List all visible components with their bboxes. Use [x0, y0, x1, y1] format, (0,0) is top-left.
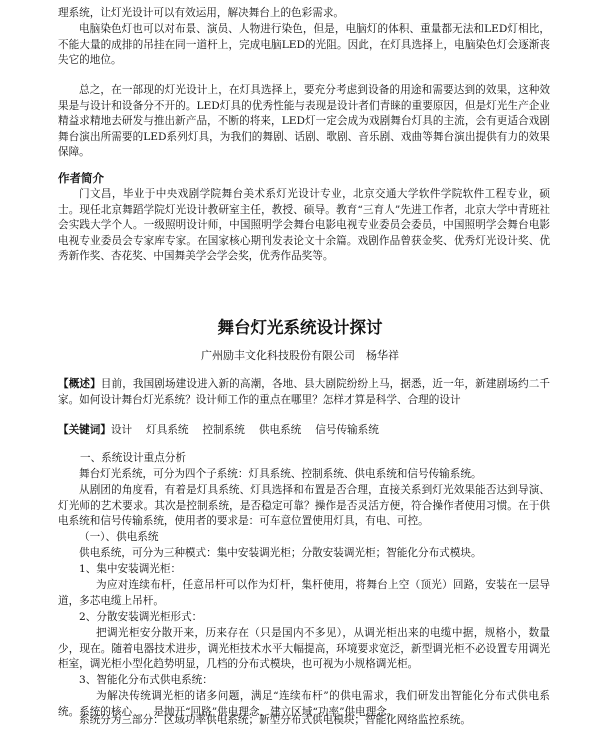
article-author: 广州励丰文化科技股份有限公司 杨华祥	[201, 349, 399, 362]
article-title: 舞台灯光系统设计探讨	[217, 318, 383, 337]
intro-paragraph-2: 电脑染色灯也可以对布景、演员、人物进行染色，但是，电脑灯的体积、重量都无法和LED灯相比，不能大量的成排的吊挂在同一道杆上，完成电脑LED的光阻。因此，在灯具选择上，电脑染色灯会逐渐丧失它的地位。	[58, 23, 550, 67]
bio-heading: 作者简介	[58, 171, 104, 185]
item-paragraph-1: 为应对连续布杆，任意吊杆可以作为灯杆，集杆使用，将舞台上空（顶光）回路，安装在一层导道，多芯电缆上吊杆。	[58, 579, 550, 607]
section-paragraph-1: 舞台灯光系统，可分为四个子系统：灯具系统、控制系统、供电系统和信号传输系统。	[79, 468, 482, 480]
item-paragraph-3b: 系统分为三部分：区域功率供电系统；新型分布式供电模块；智能化网络监控系统。	[79, 714, 471, 726]
item-paragraph-2: 把调光柜安分散开来，历来存在（只是国内不多见），从调光柜出来的电缆中据，规格小，数量少，现在。随着电器技术进步，调光柜技术水平大幅提高，环境要求宽泛，新型调光柜不必设置专用调光柜室，调光柜小型化趋势明显，几档的分布式模块，也可视为小规格调光柜。	[58, 627, 550, 671]
keyword: 设计	[110, 424, 133, 436]
item-heading-1: 1、集中安装调光柜：	[79, 563, 182, 575]
item-heading-2: 2、分散安装调光柜形式：	[79, 611, 203, 623]
abstract-text: 目前，我国剧场建设进入新的高潮，各地、县大剧院纷纷上马，据悉，近一年，新建剧场约二千家。如何设计舞台灯光系统？设计师工作的重点在哪里？怎样才算是科学、合理的设计	[58, 378, 551, 406]
subsection-heading: （一）、供电系统	[79, 531, 159, 543]
subsection-paragraph: 供电系统，可分为三种模式：集中安装调光柜；分散安装调光柜；智能化分布式模块。	[79, 547, 482, 559]
keywords-label: 【关键词】	[58, 424, 111, 436]
keyword: 控制系统	[202, 424, 245, 436]
keyword: 供电系统	[258, 424, 302, 436]
section-paragraph-2: 从剧团的角度看，有着是灯具系统、灯具选择和布置是否合理，直接关系到灯光效果能否达到导演、灯光师的艺术要求。其次是控制系统，是否稳定可靠？操作是否灵活方便，符合操作者使用习惯。在于供电系统和信号传输系统，使用者的要求是：可车意位置使用灯具，有电、可控。	[58, 484, 550, 528]
item-heading-3: 3、智能化分布式供电系统：	[79, 674, 213, 686]
item-paragraph-3: 为解决传统调光柜的诸多问题，满足“连续布杆”的供电需求，我们研发出智能化分布式供电系统。系统的核心 是抛开“回路”供电理念，建立区域“功率”供电理念。	[58, 690, 550, 718]
intro-paragraph-1: 理系统，让灯光设计可以有效运用，解决舞台上的色彩需求。	[58, 7, 345, 19]
keyword: 信号传输系统	[315, 424, 379, 436]
bio-paragraph: 门文昌，毕业于中央戏剧学院舞台美术系灯光设计专业，北京交通大学软件学院软件工程专业，硕士。现任北京舞蹈学院灯光设计教研室主任，教授、硕导。教育“三育人”先进工作者，北京大学中青班社会实践大学个人。一级照明设计师，中国照明学会舞台电影电视专业委员会委员，中国照明学会舞台电影电视专业委员会专家库专家。在国家核心期刊发表论文十余篇。戏剧作品曾获金奖、优秀灯光设计奖、优秀新作奖、杏花奖、中国舞美学会学会奖，优秀作品奖等。	[58, 188, 550, 263]
section-heading: 一、系统设计重点分析	[80, 452, 186, 464]
abstract	[58, 377, 550, 408]
keywords	[58, 422, 379, 437]
abstract-label: 【概述】	[58, 378, 101, 390]
keyword: 灯具系统	[146, 424, 189, 436]
intro-paragraph-3: 总之，在一部现的灯光设计上，在灯具选择上，要充分考虑到设备的用途和需要达到的效果，这种效果是与设计和设备分不开的。LED灯具的优秀性能与表现是设计者们青睐的重要原因，但是灯光生产企业精益求精地去研发与推出新产品，不断的将来，LED灯一定会成为戏剧舞台灯具的主流，会有更适合戏剧舞台演出所需要的LED系列灯具，为我们的舞剧、话剧、歌剧、音乐剧、戏曲等舞台演出提供有力的效果保障。	[58, 84, 550, 159]
